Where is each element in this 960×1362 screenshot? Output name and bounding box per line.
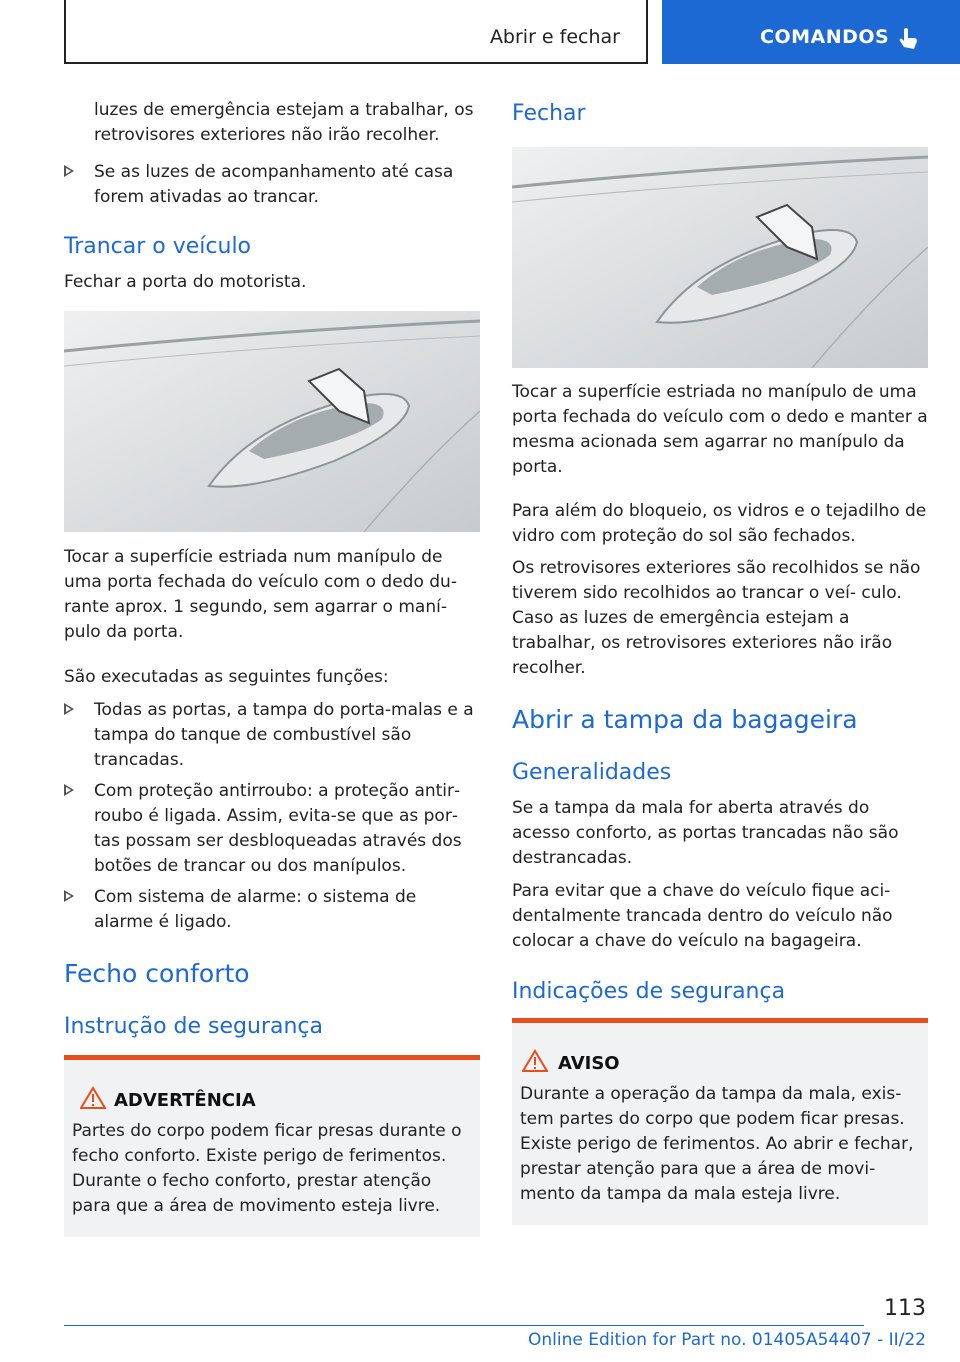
- page-number: 113: [884, 1296, 926, 1321]
- list-item-text: Se as luzes de acompanhamento até casa forem ativadas ao trancar.: [94, 162, 454, 207]
- door-handle-image: [512, 147, 928, 368]
- list-item: [64, 160, 480, 210]
- warning-triangle-icon: [522, 1049, 548, 1073]
- paragraph-fechar-porta: Fechar a porta do motorista.: [64, 272, 307, 292]
- paragraph-tocar: Tocar a superfície estriada num manípulo de uma porta fechada do veículo com o dedo du‐ rante aprox. 1 segundo, sem agarrar o maní‐ pulo da porta.: [64, 547, 457, 642]
- warning-text: Partes do corpo podem ficar presas durante o fecho conforto. Existe perigo de ferimentos. Durante o fecho conforto, prestar atenção para que a área de movimento esteja livre.: [72, 1121, 462, 1216]
- bullet-arrow-icon: [64, 165, 74, 177]
- heading-generalidades: Generalidades: [512, 760, 672, 785]
- door-handle-photo: [512, 147, 928, 368]
- paragraph-alem: Para além do bloqueio, os vidros e o tejadilho de vidro com proteção do sol são fechados.: [512, 501, 927, 546]
- heading-trancar: Trancar o veículo: [64, 234, 252, 259]
- list-item: [64, 885, 480, 935]
- door-handle-photo: [64, 311, 480, 532]
- list-item: [64, 698, 480, 773]
- bullet-arrow-icon: [64, 703, 74, 715]
- heading-indicacoes: Indicações de segurança: [512, 979, 786, 1004]
- warning-box: [64, 1055, 480, 1237]
- bullet-arrow-icon: [64, 890, 74, 902]
- door-handle-image: [64, 311, 480, 532]
- paragraph-retrovisores: Os retrovisores exteriores são recolhidos se não tiverem sido recolhidos ao trancar o veí‐ culo. Caso as luzes de emergência estejam a trabalhar, os retrovisores exteriores não irão recolher.: [512, 558, 921, 678]
- heading-instrucao-seguranca: Instrução de segurança: [64, 1014, 323, 1039]
- list-item-text: Com sistema de alarme: o sistema de alarme é ligado.: [94, 887, 417, 932]
- continued-paragraph: luzes de emergência estejam a trabalhar, os retrovisores exteriores não irão recolher.: [94, 100, 474, 145]
- header-section-box: [64, 0, 648, 64]
- warning-box: [512, 1018, 928, 1225]
- list-item-text: Com proteção antirroubo: a proteção antir‐ roubo é ligada. Assim, evita-se que as por‐ tas possam ser desbloqueadas através dos botões de trancar ou dos manípulos.: [94, 781, 462, 876]
- heading-fechar: Fechar: [512, 101, 586, 126]
- warning-title: ADVERTÊNCIA: [114, 1090, 256, 1111]
- warning-title: AVISO: [558, 1053, 620, 1074]
- footer-divider: [64, 1325, 864, 1326]
- heading-fecho-conforto: Fecho conforto: [64, 959, 250, 988]
- warning-triangle-icon: [80, 1086, 106, 1110]
- warning-text: Durante a operação da tampa da mala, exis‐ tem partes do corpo que podem ficar presas. Existe perigo de ferimentos. Ao abrir e fechar, prestar atenção para que a área de movi‐ mento da tampa da mala esteja livre.: [520, 1084, 914, 1204]
- bullet-arrow-icon: [64, 784, 74, 796]
- footer-edition[interactable]: Online Edition for Part no. 01405A54407 - II/22: [527, 1330, 926, 1350]
- header-section-title: Abrir e fechar: [489, 26, 620, 48]
- paragraph-sao: São executadas as seguintes funções:: [64, 667, 389, 687]
- header-chapter-label: COMANDOS: [760, 26, 890, 48]
- heading-abrir-tampa: Abrir a tampa da bagageira: [512, 705, 858, 734]
- list-item: [64, 779, 480, 879]
- paragraph-se: Se a tampa da mala for aberta através do acesso conforto, as portas trancadas não são destrancadas.: [512, 798, 899, 868]
- paragraph-tocar: Tocar a superfície estriada no manípulo de uma porta fechada do veículo com o dedo e manter a mesma acionada sem agarrar no manípulo da porta.: [512, 382, 928, 477]
- list-item-text: Todas as portas, a tampa do porta-malas e a tampa do tanque de combustível são trancadas.: [94, 700, 474, 770]
- hand-pointer-icon: [896, 27, 922, 53]
- paragraph-para: Para evitar que a chave do veículo fique aci‐ dentalmente trancada dentro do veículo não colocar a chave do veículo na bagageira.: [512, 881, 893, 951]
- header-chapter-tab[interactable]: [662, 0, 960, 64]
